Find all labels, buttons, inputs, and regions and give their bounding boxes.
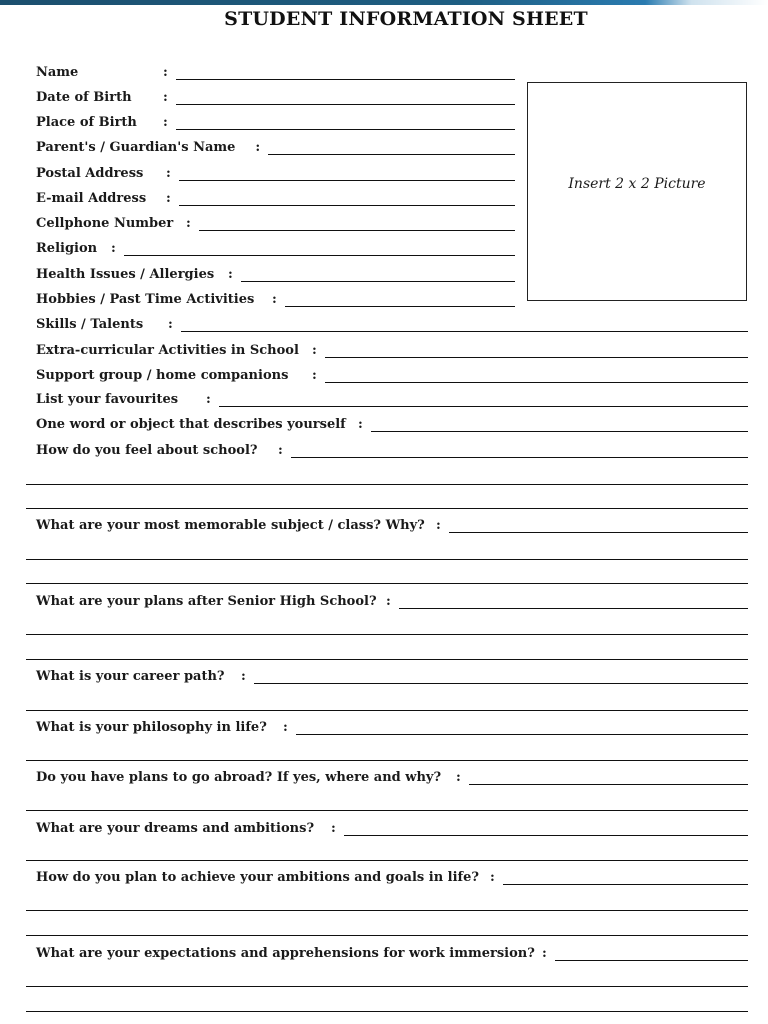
field-health-issues — [36, 261, 515, 283]
field-label: Place of Birth — [36, 115, 137, 130]
health-issues-input-line[interactable] — [241, 267, 515, 282]
field-label: How do you feel about school? — [36, 443, 258, 458]
question-label: How do you plan to achieve your ambitions and goals in life? — [36, 870, 480, 885]
dreams-input-line[interactable] — [344, 821, 748, 836]
question-label: What are your expectations and apprehensions for work immersion? — [36, 946, 535, 961]
field-colon: : — [283, 720, 288, 735]
answer-line[interactable] — [26, 935, 748, 936]
field-colon: : — [272, 292, 277, 307]
field-colon: : — [278, 443, 283, 458]
hobbies-input-line[interactable] — [285, 292, 515, 307]
answer-line[interactable] — [26, 484, 748, 485]
question-label: Do you have plans to go abroad? If yes, where and why? — [36, 770, 442, 785]
field-feel-about-school — [36, 437, 748, 459]
field-colon: : — [163, 90, 168, 105]
question-label: What are your plans after Senior High School? — [36, 594, 377, 609]
field-label: Extra-curricular Activities in School — [36, 343, 299, 358]
field-hobbies — [36, 286, 515, 308]
field-label: Cellphone Number — [36, 216, 174, 231]
question-career-path — [36, 663, 748, 685]
field-label: Name — [36, 65, 79, 80]
field-label: Postal Address — [36, 166, 144, 181]
field-colon: : — [228, 267, 233, 282]
field-label: Hobbies / Past Time Activities — [36, 292, 255, 307]
one-word-input-line[interactable] — [371, 417, 748, 432]
field-colon: : — [386, 594, 391, 609]
postal-address-input-line[interactable] — [179, 166, 515, 181]
field-colon: : — [163, 115, 168, 130]
question-expectations — [36, 940, 748, 962]
field-colon: : — [168, 317, 173, 332]
field-support-group — [36, 362, 748, 384]
top-color-bar — [0, 0, 768, 5]
field-colon: : — [255, 140, 261, 155]
question-label: What are your most memorable subject / class? Why? — [36, 518, 425, 533]
field-colon: : — [331, 821, 336, 836]
question-achieve-ambitions — [36, 864, 748, 886]
field-colon: : — [358, 417, 363, 432]
field-skills — [36, 311, 748, 333]
field-colon: : — [312, 368, 317, 383]
photo-box — [527, 82, 747, 301]
field-label: Religion — [36, 241, 98, 256]
answer-line[interactable] — [26, 634, 748, 635]
plans-after-shs-input-line[interactable] — [399, 594, 748, 609]
field-label: Parent's / Guardian's Name — [36, 140, 236, 155]
feel-about-school-input-line[interactable] — [291, 443, 748, 458]
field-label: Health Issues / Allergies — [36, 267, 215, 282]
field-postal-address — [36, 160, 515, 182]
achieve-ambitions-input-line[interactable] — [503, 870, 748, 885]
place-of-birth-input-line[interactable] — [176, 115, 515, 130]
field-colon: : — [241, 669, 246, 684]
field-colon: : — [206, 392, 211, 407]
name-input-line[interactable] — [176, 65, 515, 80]
question-label: What is your philosophy in life? — [36, 720, 267, 735]
favourites-input-line[interactable] — [219, 392, 748, 407]
answer-line[interactable] — [26, 710, 748, 711]
answer-line[interactable] — [26, 1011, 748, 1012]
answer-line[interactable] — [26, 659, 748, 660]
question-plans-after-shs — [36, 588, 748, 610]
field-colon: : — [542, 946, 547, 961]
field-colon: : — [163, 65, 168, 80]
field-label: Skills / Talents — [36, 317, 144, 332]
field-label: Date of Birth — [36, 90, 132, 105]
field-guardian-name — [36, 134, 515, 156]
field-colon: : — [436, 518, 441, 533]
field-cellphone-number — [36, 210, 515, 232]
answer-line[interactable] — [26, 508, 748, 509]
field-colon: : — [111, 241, 116, 256]
answer-line[interactable] — [26, 760, 748, 761]
question-label: What is your career path? — [36, 669, 225, 684]
answer-line[interactable] — [26, 910, 748, 911]
question-plans-abroad — [36, 764, 748, 786]
skills-input-line[interactable] — [181, 317, 748, 332]
field-email-address — [36, 185, 515, 207]
question-label: What are your dreams and ambitions? — [36, 821, 315, 836]
plans-abroad-input-line[interactable] — [469, 770, 748, 785]
field-colon: : — [166, 191, 171, 206]
answer-line[interactable] — [26, 810, 748, 811]
memorable-subject-input-line[interactable] — [449, 518, 748, 533]
photo-placeholder-text: Insert 2 x 2 Picture — [568, 175, 706, 192]
field-date-of-birth — [36, 84, 515, 106]
question-dreams — [36, 815, 748, 837]
cellphone-number-input-line[interactable] — [199, 216, 515, 231]
field-place-of-birth — [36, 109, 515, 131]
answer-line[interactable] — [26, 986, 748, 987]
question-memorable-subject — [36, 512, 748, 534]
email-address-input-line[interactable] — [179, 191, 515, 206]
field-colon: : — [456, 770, 461, 785]
field-one-word — [36, 411, 748, 433]
answer-line[interactable] — [26, 860, 748, 861]
support-group-input-line[interactable] — [325, 368, 748, 383]
field-name — [36, 59, 515, 81]
guardian-name-input-line[interactable] — [268, 140, 515, 155]
field-label: List your favourites — [36, 392, 179, 407]
field-colon: : — [186, 216, 191, 231]
field-colon: : — [166, 166, 171, 181]
field-label: Support group / home companions — [36, 368, 289, 383]
extracurricular-input-line[interactable] — [325, 343, 748, 358]
field-religion — [36, 235, 515, 257]
answer-line[interactable] — [26, 559, 748, 560]
career-path-input-line[interactable] — [254, 669, 748, 684]
question-philosophy — [36, 714, 748, 736]
expectations-input-line[interactable] — [555, 946, 748, 961]
philosophy-input-line[interactable] — [296, 720, 748, 735]
religion-input-line[interactable] — [124, 241, 515, 256]
date-of-birth-input-line[interactable] — [176, 90, 515, 105]
field-colon: : — [312, 343, 317, 358]
field-label: E-mail Address — [36, 191, 147, 206]
field-colon: : — [490, 870, 495, 885]
field-favourites — [36, 386, 748, 408]
page-title: STUDENT INFORMATION SHEET — [224, 8, 588, 30]
answer-line[interactable] — [26, 583, 748, 584]
field-extracurricular — [36, 337, 748, 359]
field-label: One word or object that describes yourself — [36, 417, 346, 432]
